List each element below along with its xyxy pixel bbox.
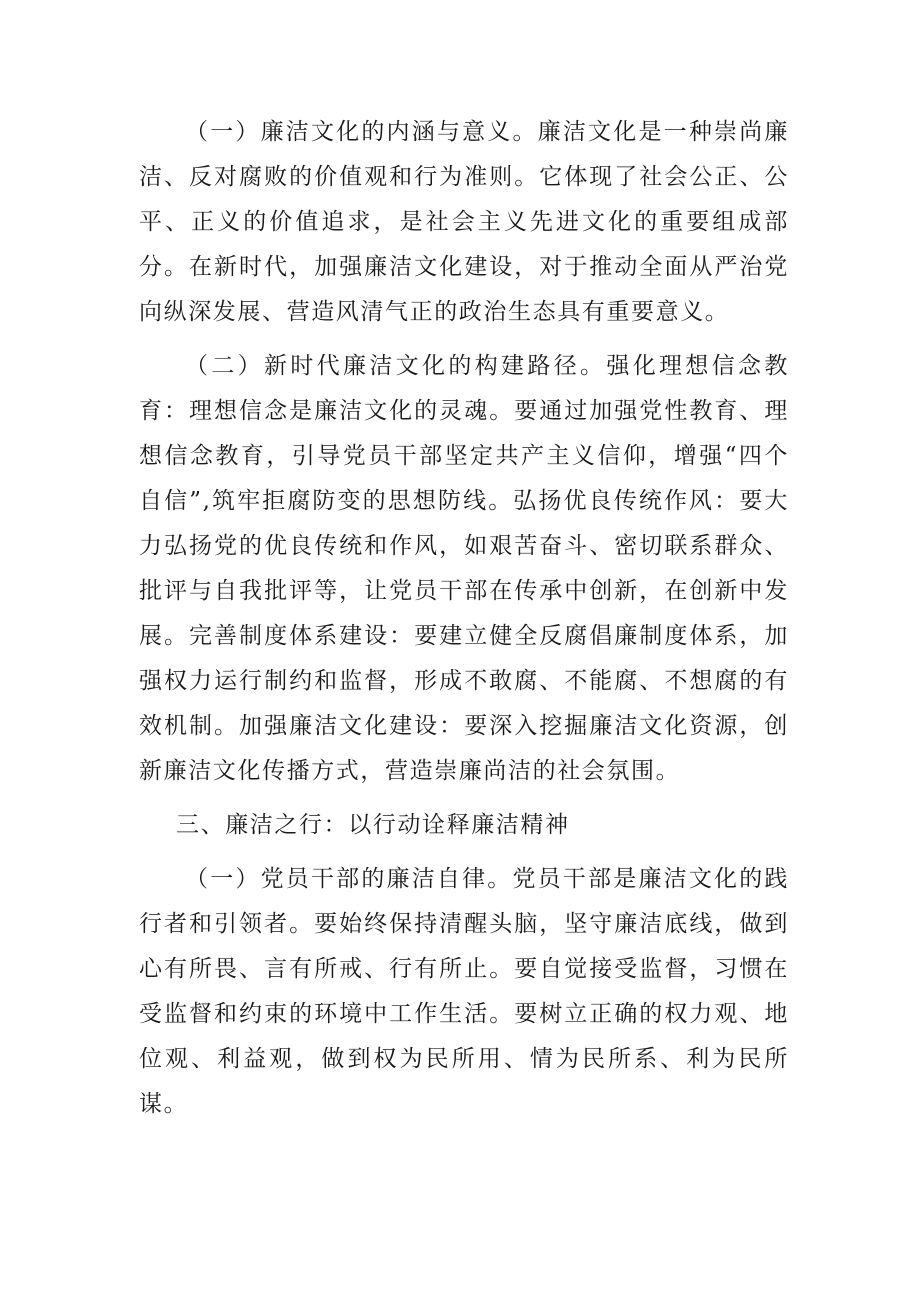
paragraph-party-cadre-self-discipline: （一）党员干部的廉洁自律。党员干部是廉洁文化的践行者和引领者。要始终保持清醒头脑，坚守廉洁底线，做到心有所畏、言有所戒、行有所止。要自觉接受监督，习惯在受监督和约束的环境中工作生活。要树立正确的权力观、地位观、利益观，做到权为民所用、情为民所系、利为民所谋。 bbox=[139, 866, 789, 1117]
paragraph-construction-path: （二）新时代廉洁文化的构建路径。强化理想信念教育：理想信念是廉洁文化的灵魂。要通过加强党性教育、理想信念教育，引导党员干部坚定共产主义信仰，增强“四个自信”,筑牢拒腐防变的思想防线。弘扬优良传统作风：要大力弘扬党的优良传统和作风，如艰苦奋斗、密切联系群众、批评与自我批评等，让党员干部在传承中创新，在创新中发展。完善制度体系建设：要建立健全反腐倡廉制度体系，加强权力运行制约和监督，形成不敢腐、不能腐、不想腐的有效机制。加强廉洁文化建设：要深入挖掘廉洁文化资源，创新廉洁文化传播方式，营造崇廉尚洁的社会氛围。 bbox=[139, 353, 789, 784]
paragraph-connotation-significance: （一）廉洁文化的内涵与意义。廉洁文化是一种崇尚廉洁、反对腐败的价值观和行为准则。它体现了社会公正、公平、正义的价值追求，是社会主义先进文化的重要组成部分。在新时代，加强廉洁文化建设，对于推动全面从严治党向纵深发展、营造风清气正的政治生态具有重要意义。 bbox=[139, 119, 789, 325]
document-body bbox=[139, 110, 789, 1127]
section-heading-integrity-action: 三、廉洁之行：以行动诠释廉洁精神 bbox=[176, 812, 570, 838]
